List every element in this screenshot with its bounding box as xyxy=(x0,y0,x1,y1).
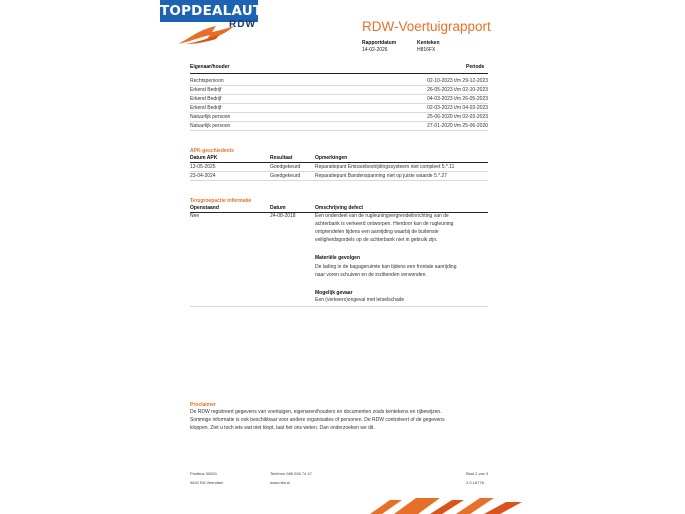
report-date-label: Rapportdatum xyxy=(362,40,397,46)
owner-row xyxy=(190,104,488,113)
apk-result: Goedgekeurd xyxy=(270,164,301,170)
owner-period: 02-03-2023 t/m 04-03-2023 xyxy=(427,105,488,111)
owner-type: Erkend Bedrijf xyxy=(190,105,222,111)
disclaimer-text xyxy=(190,408,490,432)
footer-code: 2.0.18778 xyxy=(466,480,484,485)
recall-col-desc: Omschrijving defect xyxy=(315,205,364,211)
recall-description xyxy=(315,212,487,244)
apk-result: Goedgekeurd xyxy=(270,173,301,179)
material-title: Materiële gevolgen xyxy=(315,255,361,261)
owner-row xyxy=(190,86,488,95)
rdw-logo-text: RDW xyxy=(229,19,256,30)
apk-remarks: Reparatiepunt Emissiebestrijdingssysteem niet compleet 5.*.11 xyxy=(315,164,455,170)
owners-col-owner: Eigenaar/houder xyxy=(190,64,230,70)
recall-desc-line: veiligheidsgordels op de achterbank niet in gebruik zijn. xyxy=(315,237,438,243)
apk-date: 23-04-2024 xyxy=(190,173,216,179)
plate-label: Kenteken xyxy=(417,40,440,46)
report-title: RDW-Voertuigrapport xyxy=(362,19,491,34)
recall-col-date: Datum xyxy=(270,205,286,211)
apk-section-title: APK-geschiedenis xyxy=(190,148,234,154)
material-description xyxy=(315,263,487,279)
site-badge: TOPDEALAUTO.NL xyxy=(160,0,258,22)
report-date-value: 14-02-2026 xyxy=(362,47,388,53)
apk-row xyxy=(190,163,488,172)
disclaimer-title: Proclaimer xyxy=(190,402,216,408)
footer-stripes-icon xyxy=(360,496,530,514)
plate-value: H816FX xyxy=(417,47,436,53)
material-line: naar voren schuiven en de inzittenden verwonden. xyxy=(315,272,427,278)
apk-col-remarks: Opmerkingen xyxy=(315,155,348,161)
apk-col-date: Datum APK xyxy=(190,155,218,161)
danger-title: Mogelijk gevaar xyxy=(315,290,353,296)
disclaimer-line: Sommige informatie is ook beschikbaar voor andere organisaties of personen. De RDW controleert of de gegevens xyxy=(190,417,445,423)
owner-row xyxy=(190,113,488,122)
owner-type: Natuurlijk persoon xyxy=(190,123,231,129)
apk-remarks: Reparatiepunt Bandenspanning niet op juiste waarde 5.*.27 xyxy=(315,173,448,179)
owner-period: 04-03-2023 t/m 26-05-2023 xyxy=(427,96,488,102)
owners-header-line xyxy=(190,73,488,74)
recall-desc-line: achterbank is verkeerd ontworpen. Hierdoor kan de rugleuning xyxy=(315,221,454,227)
disclaimer-line: De RDW registreert gegevens van voertuigen, eigenaren/houders en documenten zoals kentekens en rijbewijzen. xyxy=(190,409,442,415)
owner-period: 26-05-2023 t/m 02-10-2023 xyxy=(427,87,488,93)
recall-desc-line: Een onderdeel van de rugleuningvergrendelinrichting van de xyxy=(315,213,449,219)
owner-period: 27-01-2020 t/m 25-06-2020 xyxy=(427,123,488,129)
apk-row xyxy=(190,172,488,181)
owner-row xyxy=(190,95,488,104)
disclaimer-line: kloppen. Ziet u toch iets wat niet klopt, laat het ons weten. Dan onderzoeken we dit. xyxy=(190,425,375,431)
footer-web-link[interactable]: www.rdw.nl xyxy=(270,480,291,485)
recall-date-value: 24-08-2018 xyxy=(270,213,296,219)
footer-postbus: Postbus 30000 xyxy=(190,471,217,476)
material-line: De lading in de bagageruimte kan tijdens een frontale aanrijding xyxy=(315,264,457,270)
danger-text: Een (verkeers)ongeval met letselschade xyxy=(315,297,405,303)
owner-row xyxy=(190,122,488,131)
apk-col-result: Resultaat xyxy=(270,155,293,161)
recall-section-title: Terugroepactie informatie xyxy=(190,198,252,204)
recall-desc-line: ontgrendelen tijdens een aanrijding waarbij de buitenste xyxy=(315,229,439,235)
apk-date: 13-05-2025 xyxy=(190,164,216,170)
footer-phone: Telefoon 088 008 74 47 xyxy=(270,471,312,476)
recall-col-open: Openstaand xyxy=(190,205,219,211)
owners-col-period: Periode xyxy=(466,64,485,70)
recall-open-value: Nee xyxy=(190,213,200,219)
owner-period: 25-06-2020 t/m 02-03-2023 xyxy=(427,114,488,120)
owner-type: Erkend Bedrijf xyxy=(190,96,222,102)
footer-page: Blad 2 van 3 xyxy=(466,471,489,476)
recall-bottom-line xyxy=(190,306,488,307)
owner-row xyxy=(190,77,488,86)
rdw-logo-icon xyxy=(176,20,236,48)
owner-type: Rechtspersoon xyxy=(190,78,224,84)
owner-type: Natuurlijk persoon xyxy=(190,114,231,120)
footer-city: 9640 RA Veendam xyxy=(190,480,224,485)
owner-type: Erkend Bedrijf xyxy=(190,87,222,93)
owner-period: 02-10-2023 t/m 29-12-2023 xyxy=(427,78,488,84)
